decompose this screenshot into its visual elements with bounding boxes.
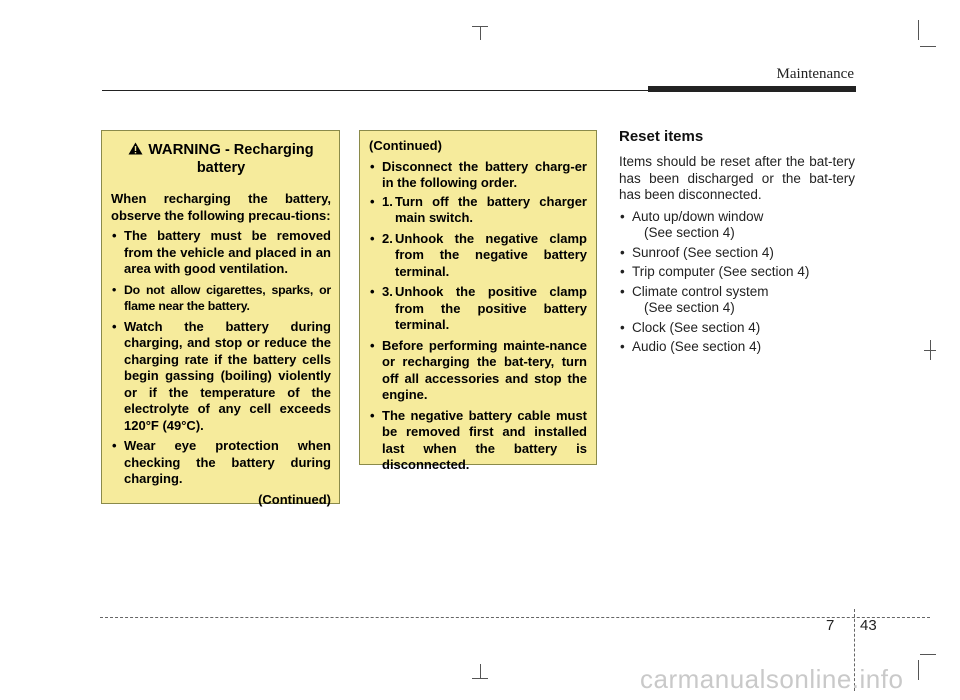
list-item: • The negative battery cable must be removed first and installed last when the battery is disconnected. (369, 408, 587, 474)
chapter-number: 7 (826, 617, 835, 634)
step-item (369, 284, 587, 334)
list-item (369, 159, 587, 334)
warning-intro: When recharging the battery, observe the following precau-tions: (111, 191, 331, 223)
step-number: • 3. (382, 284, 393, 299)
list-item: • The battery must be removed from the vehicle and placed in an area with good ventilation. (111, 228, 331, 278)
step-text: Unhook the positive clamp from the positive battery terminal. (395, 284, 587, 332)
step-text: Unhook the negative clamp from the negative battery terminal. (395, 230, 587, 279)
reset-items-body (619, 154, 855, 359)
step-number: • 1. (382, 193, 393, 209)
step-number: • 2. (382, 230, 393, 246)
warning-title-text: - Recharging battery (196, 142, 314, 176)
item-ref: (See section 4) (644, 300, 735, 315)
header-rule (102, 90, 652, 91)
crop-mark-bottom-center-v (480, 664, 481, 678)
list-item (619, 245, 855, 262)
crop-mark-bottom-right-h (920, 654, 936, 655)
continued-label: (Continued) (258, 491, 331, 507)
warning-label: WARNING (148, 141, 221, 158)
warning-title (111, 141, 331, 177)
warning-triangle-icon (128, 142, 143, 160)
crop-mark-bottom-right-v (918, 660, 919, 680)
disconnect-steps (369, 194, 587, 334)
reset-list (619, 209, 855, 356)
step-text: Turn off the battery charger main switch. (395, 193, 587, 225)
header-rule-thick (648, 86, 856, 92)
crop-mark-right-h (924, 350, 936, 351)
warning-list (111, 228, 331, 488)
step-item (369, 194, 587, 227)
list-item (619, 284, 855, 317)
step-item (369, 231, 587, 281)
crop-mark-top-right-h (920, 46, 936, 47)
list-item: • Wear eye protection when checking the battery during charging. (111, 438, 331, 488)
item-name: Climate control system (632, 283, 769, 299)
list-item-text: Disconnect the battery charg-er in the following order. (382, 158, 587, 190)
list-item (619, 264, 855, 281)
crop-mark-bottom-center-h (472, 678, 488, 679)
item-ref: (See section 4) (644, 225, 735, 240)
crop-mark-top-center-v (480, 26, 481, 40)
continued-warning-box (359, 130, 597, 472)
footer-rule (100, 617, 930, 618)
section-title: Maintenance (776, 66, 854, 82)
reset-items-heading: Reset items (619, 128, 704, 145)
list-item: • Do not allow cigarettes, sparks, or flame near the battery. (111, 282, 331, 315)
item-name: Auto up/down window (632, 208, 764, 224)
warning-box (101, 130, 340, 507)
item-name: Trip computer (See section 4) (632, 264, 810, 279)
list-item (619, 339, 855, 356)
continued-header: (Continued) (369, 138, 442, 153)
item-name: Audio (See section 4) (632, 339, 762, 354)
list-item: • Before performing mainte-nance or recharging the bat-tery, turn off all accessories and stop the engine. (369, 338, 587, 404)
reset-intro: Items should be reset after the bat-tery has been discharged or the bat-tery has been disconnected. (619, 154, 855, 202)
list-item (619, 320, 855, 337)
list-item (619, 209, 855, 242)
list-item: • Watch the battery during charging, and stop or reduce the charging rate if the battery cells begin gassing (boiling) violently or if the temperature of the electrolyte of any cell exceeds 120°F (49°C). (111, 319, 331, 435)
continued-list (369, 159, 587, 474)
item-name: Sunroof (See section 4) (632, 244, 774, 260)
watermark[interactable]: carmanualsonline.info (640, 664, 904, 694)
item-name: Clock (See section 4) (632, 319, 761, 335)
page-number: 43 (860, 617, 877, 634)
crop-mark-top-right-v (918, 20, 919, 40)
